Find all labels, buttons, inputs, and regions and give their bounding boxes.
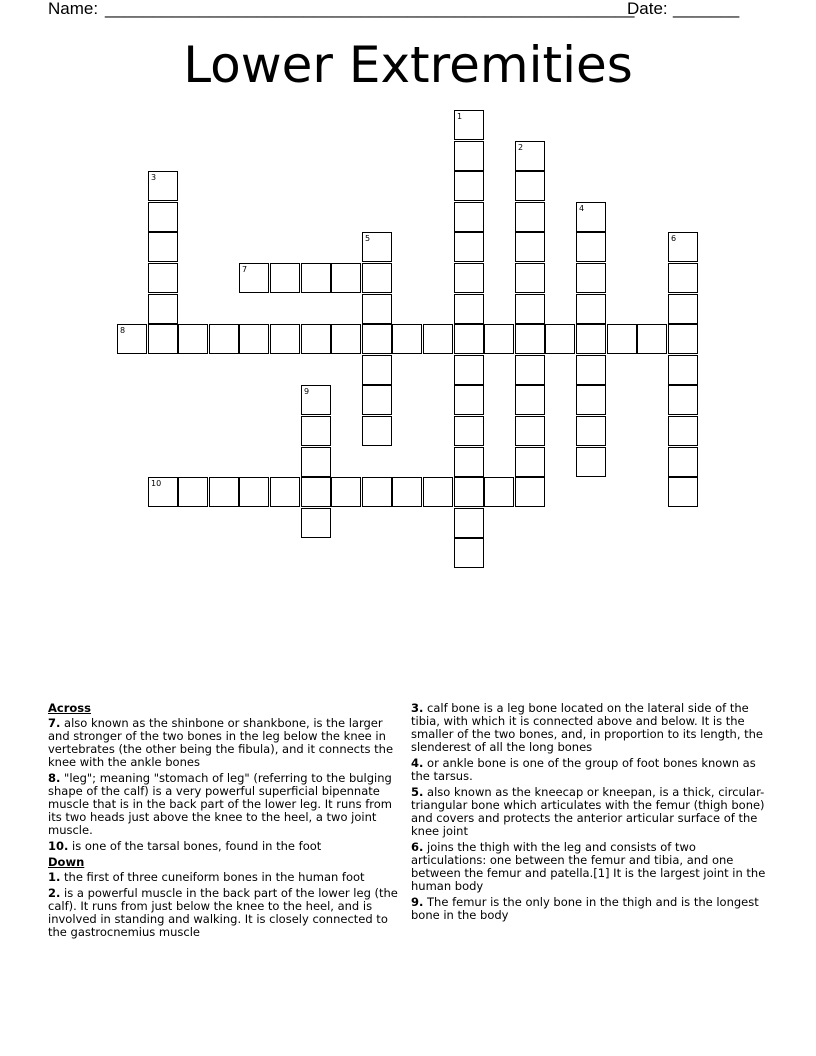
clue-down-3 xyxy=(411,702,771,754)
cell-number: 3 xyxy=(151,173,157,182)
grid-cell[interactable] xyxy=(515,477,545,507)
clue-down-9 xyxy=(411,896,771,922)
grid-cell[interactable] xyxy=(209,324,239,354)
grid-cell[interactable] xyxy=(148,294,178,324)
grid-cell[interactable] xyxy=(423,324,453,354)
grid-cell[interactable] xyxy=(515,385,545,415)
grid-cell[interactable] xyxy=(331,263,361,293)
grid-cell[interactable] xyxy=(331,477,361,507)
grid-cell[interactable] xyxy=(515,294,545,324)
cell-number: 4 xyxy=(579,204,585,213)
grid-cell[interactable] xyxy=(668,232,698,262)
grid-cell[interactable] xyxy=(178,477,208,507)
grid-cell[interactable] xyxy=(454,232,484,262)
clue-text: the first of three cuneiform bones in the human foot xyxy=(64,870,365,884)
grid-cell[interactable] xyxy=(301,324,331,354)
clues-left-column xyxy=(48,702,404,942)
grid-cell[interactable] xyxy=(545,324,575,354)
clue-text: is a powerful muscle in the back part of the lower leg (the calf). It runs from just below the knee to the heel, and is involved in standing and walking. It is closely connected to the gastrocnemius muscle xyxy=(48,886,398,939)
grid-cell[interactable] xyxy=(515,171,545,201)
across-heading: Across xyxy=(48,701,91,715)
grid-cell[interactable] xyxy=(270,263,300,293)
grid-cell[interactable] xyxy=(515,202,545,232)
grid-cell[interactable] xyxy=(668,294,698,324)
puzzle-title: Lower Extremities xyxy=(183,36,633,94)
grid-cell[interactable] xyxy=(362,385,392,415)
grid-cell[interactable] xyxy=(576,294,606,324)
clue-number: 10. xyxy=(48,839,69,853)
grid-cell[interactable] xyxy=(270,324,300,354)
grid-cell[interactable] xyxy=(576,263,606,293)
grid-cell[interactable] xyxy=(239,263,269,293)
clue-down-1 xyxy=(48,871,404,884)
grid-cell[interactable] xyxy=(454,263,484,293)
clue-text: joins the thigh with the leg and consists of two articulations: one between the femur and tibia, and one between the femur and patella.[1] It is the largest joint in the human body xyxy=(411,840,766,893)
clue-down-6 xyxy=(411,841,771,893)
clue-text: The femur is the only bone in the thigh and is the longest bone in the body xyxy=(411,895,759,922)
grid-cell[interactable] xyxy=(148,263,178,293)
cell-number: 8 xyxy=(120,326,126,335)
cell-number: 5 xyxy=(365,234,371,243)
grid-cell[interactable] xyxy=(454,355,484,385)
clues-right-column xyxy=(411,702,771,925)
clue-text: is one of the tarsal bones, found in the foot xyxy=(72,839,322,853)
grid-cell[interactable] xyxy=(484,324,514,354)
name-field-line: ________________________________________________________ xyxy=(105,0,635,18)
grid-cell[interactable] xyxy=(117,324,147,354)
clue-text: calf bone is a leg bone located on the lateral side of the tibia, with which it is connected above and below. It is the smaller of the two bones, and, in proportion to its length, the slenderest of all the long bones xyxy=(411,701,764,754)
grid-cell[interactable] xyxy=(515,141,545,171)
grid-cell[interactable] xyxy=(423,477,453,507)
cell-number: 10 xyxy=(151,479,162,488)
grid-cell[interactable] xyxy=(362,232,392,262)
grid-cell[interactable] xyxy=(148,324,178,354)
grid-cell[interactable] xyxy=(576,416,606,446)
grid-cell[interactable] xyxy=(392,477,422,507)
grid-cell[interactable] xyxy=(515,355,545,385)
grid-cell[interactable] xyxy=(576,232,606,262)
cell-number: 1 xyxy=(457,112,463,121)
grid-cell[interactable] xyxy=(576,202,606,232)
grid-cell[interactable] xyxy=(148,171,178,201)
grid-cell[interactable] xyxy=(484,477,514,507)
clue-down-4 xyxy=(411,757,771,783)
grid-cell[interactable] xyxy=(301,477,331,507)
grid-cell[interactable] xyxy=(454,294,484,324)
grid-cell[interactable] xyxy=(515,263,545,293)
grid-cell[interactable] xyxy=(668,263,698,293)
grid-cell[interactable] xyxy=(576,385,606,415)
clue-text: or ankle bone is one of the group of foot bones known as the tarsus. xyxy=(411,756,756,783)
clue-number: 4. xyxy=(411,756,424,770)
grid-cell[interactable] xyxy=(454,141,484,171)
grid-cell[interactable] xyxy=(454,538,484,568)
date-field-line: _______ xyxy=(673,0,740,18)
grid-cell[interactable] xyxy=(454,385,484,415)
clue-text: also known as the shinbone or shankbone, is the larger and stronger of the two bones in the leg below the knee in vertebrates (the other being the fibula), and it connects the knee with the ankle bones xyxy=(48,716,394,769)
grid-cell[interactable] xyxy=(576,324,606,354)
grid-cell[interactable] xyxy=(454,447,484,477)
grid-cell[interactable] xyxy=(515,324,545,354)
grid-cell[interactable] xyxy=(668,447,698,477)
clue-number: 8. xyxy=(48,771,61,785)
down-heading: Down xyxy=(48,855,85,869)
grid-cell[interactable] xyxy=(454,324,484,354)
grid-cell[interactable] xyxy=(607,324,637,354)
grid-cell[interactable] xyxy=(301,263,331,293)
grid-cell[interactable] xyxy=(362,416,392,446)
grid-cell[interactable] xyxy=(576,447,606,477)
grid-cell[interactable] xyxy=(668,324,698,354)
grid-cell[interactable] xyxy=(576,355,606,385)
clue-across-10 xyxy=(48,840,404,853)
grid-cell[interactable] xyxy=(454,477,484,507)
clue-number: 5. xyxy=(411,785,424,799)
clue-number: 2. xyxy=(48,886,61,900)
grid-cell[interactable] xyxy=(301,447,331,477)
grid-cell[interactable] xyxy=(178,324,208,354)
clue-across-8 xyxy=(48,772,404,837)
grid-cell[interactable] xyxy=(362,263,392,293)
cell-number: 2 xyxy=(518,143,524,152)
cell-number: 7 xyxy=(242,265,248,274)
clue-text: also known as the kneecap or kneepan, is a thick, circular-triangular bone which articulates with the femur (thigh bone) and covers and protects the anterior articular surface of the knee joint xyxy=(411,785,765,838)
grid-cell[interactable] xyxy=(637,324,667,354)
grid-cell[interactable] xyxy=(515,232,545,262)
grid-cell[interactable] xyxy=(668,385,698,415)
grid-cell[interactable] xyxy=(515,447,545,477)
cell-number: 9 xyxy=(304,387,310,396)
clue-number: 9. xyxy=(411,895,424,909)
clue-text: "leg"; meaning "stomach of leg" (referring to the bulging shape of the calf) is a very powerful superficial bipennate muscle that is in the back part of the lower leg. It runs from its two heads just above the knee to the heel, a two joint muscle. xyxy=(48,771,392,837)
grid-cell[interactable] xyxy=(668,355,698,385)
date-label: Date: xyxy=(627,0,668,18)
clue-number: 1. xyxy=(48,870,61,884)
clue-number: 3. xyxy=(411,701,424,715)
grid-cell[interactable] xyxy=(209,477,239,507)
cell-number: 6 xyxy=(671,234,677,243)
grid-cell[interactable] xyxy=(668,416,698,446)
grid-cell[interactable] xyxy=(454,202,484,232)
grid-cell[interactable] xyxy=(301,385,331,415)
grid-cell[interactable] xyxy=(362,324,392,354)
grid-cell[interactable] xyxy=(148,202,178,232)
clue-down-5 xyxy=(411,786,771,838)
clue-number: 7. xyxy=(48,716,61,730)
grid-cell[interactable] xyxy=(392,324,422,354)
grid-cell[interactable] xyxy=(270,477,300,507)
grid-cell[interactable] xyxy=(454,508,484,538)
grid-cell[interactable] xyxy=(148,477,178,507)
grid-cell[interactable] xyxy=(239,477,269,507)
grid-cell[interactable] xyxy=(668,477,698,507)
grid-cell[interactable] xyxy=(454,171,484,201)
grid-cell[interactable] xyxy=(301,416,331,446)
grid-cell[interactable] xyxy=(362,294,392,324)
name-label: Name: xyxy=(48,0,99,18)
clue-across-7 xyxy=(48,717,404,769)
grid-cell[interactable] xyxy=(515,416,545,446)
grid-cell[interactable] xyxy=(362,355,392,385)
grid-cell[interactable] xyxy=(454,416,484,446)
grid-cell[interactable] xyxy=(239,324,269,354)
grid-cell[interactable] xyxy=(301,508,331,538)
grid-cell[interactable] xyxy=(148,232,178,262)
grid-cell[interactable] xyxy=(331,324,361,354)
grid-cell[interactable] xyxy=(362,477,392,507)
grid-cell[interactable] xyxy=(454,110,484,140)
clue-down-2 xyxy=(48,887,404,939)
clue-number: 6. xyxy=(411,840,424,854)
